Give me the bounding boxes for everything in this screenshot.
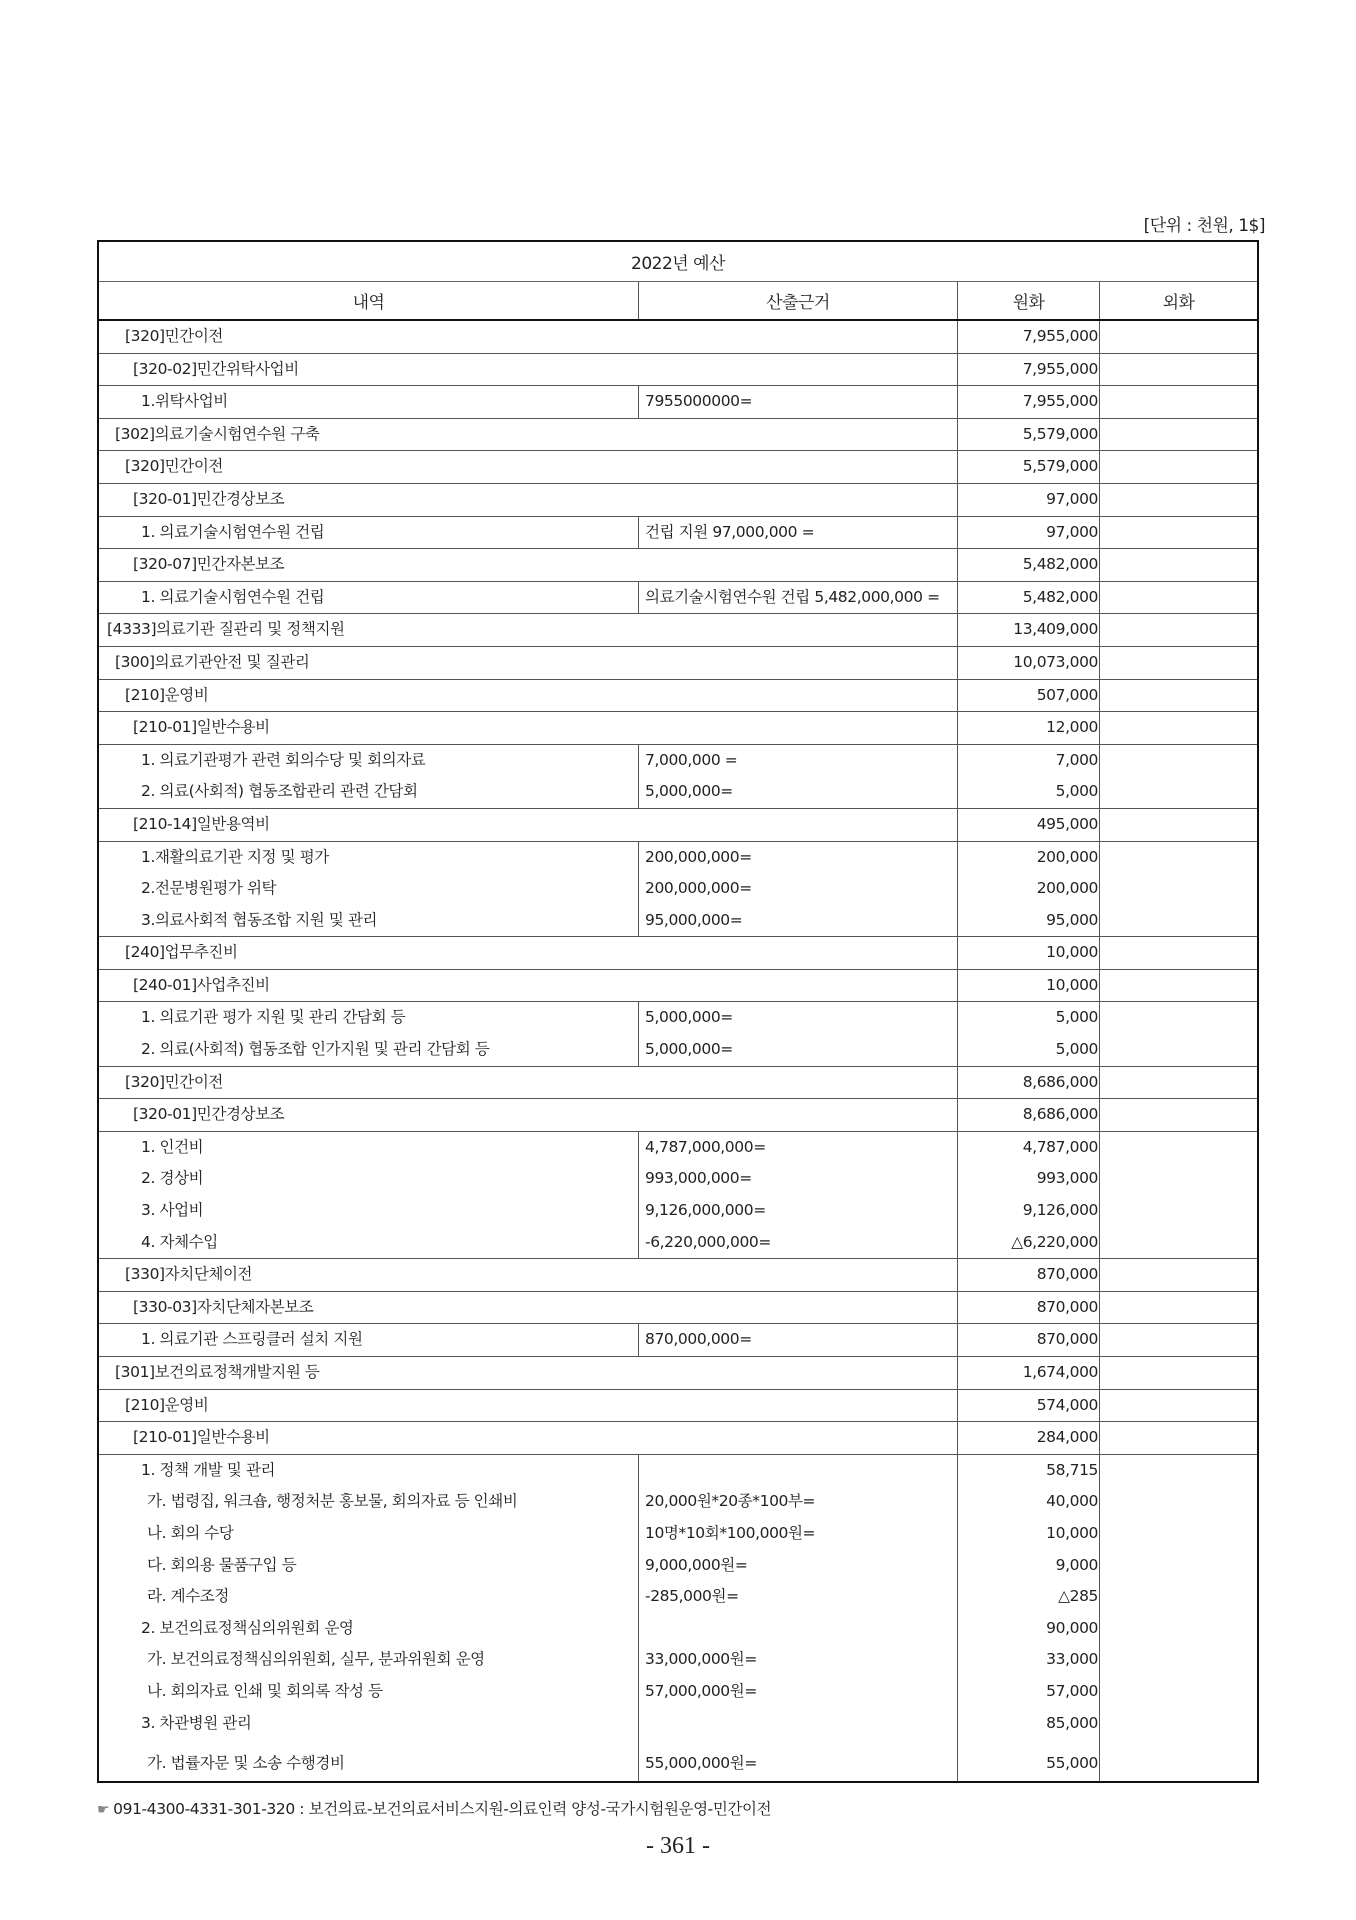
foreign-amount [1100,484,1257,516]
krw-column [957,1002,1099,1065]
calculation-column [638,1002,957,1065]
item-label: 나. 회의 수당 [147,1523,234,1542]
foreign-column [1099,937,1257,969]
krw-amount: 57,000 [1046,1681,1098,1700]
krw-amount: 8,686,000 [1022,1105,1098,1124]
table-row-group [99,549,1257,582]
calculation-basis: -285,000원= [645,1587,739,1606]
calculation-basis: 5,000,000= [645,782,733,801]
krw-amount: 10,000 [1046,1523,1098,1542]
item-label: 1. 인건비 [141,1137,204,1156]
calculation-basis: 55,000,000원= [645,1754,757,1773]
foreign-amount [1100,614,1257,646]
krw-amount: 9,000 [1055,1555,1098,1574]
foreign-amount [1100,549,1257,581]
krw-amount: 870,000 [1036,1330,1098,1349]
calculation-basis: 57,000,000원= [645,1681,757,1700]
krw-amount: 200,000 [1036,879,1098,898]
foreign-amount [1100,1581,1257,1613]
foreign-amount [1100,1550,1257,1582]
foreign-amount [1100,1357,1257,1389]
item-label: 나. 회의자료 인쇄 및 회의록 작성 등 [147,1681,383,1700]
item-column [99,1390,957,1422]
foreign-column [1099,1390,1257,1422]
item-label: 4. 자체수입 [141,1232,218,1251]
item-column [99,517,638,549]
foreign-column [1099,1357,1257,1389]
item-column [99,1422,957,1454]
item-label: [210]운영비 [125,685,209,704]
item-label: 1. 정책 개발 및 관리 [141,1460,276,1479]
foreign-amount [1100,1067,1257,1099]
foreign-amount [1100,1518,1257,1550]
calculation-column [638,1132,957,1258]
calculation-basis: 95,000,000= [645,910,743,929]
krw-column [957,484,1099,516]
krw-column [957,549,1099,581]
krw-column [957,712,1099,744]
foreign-column [1099,970,1257,1002]
foreign-amount [1100,517,1257,549]
item-column [99,1099,957,1131]
krw-amount: 284,000 [1036,1428,1098,1447]
foreign-amount [1100,745,1257,777]
footnote [97,1797,771,1819]
calculation-basis: 9,000,000원= [645,1555,748,1574]
foreign-amount [1100,970,1257,1002]
item-label: 1.재활의료기관 지정 및 평가 [141,847,329,866]
foreign-amount [1100,905,1257,937]
foreign-column [1099,1259,1257,1291]
foreign-column [1099,484,1257,516]
krw-amount: 5,000 [1055,1040,1098,1059]
item-label: 다. 회의용 물품구입 등 [147,1555,297,1574]
foreign-column [1099,712,1257,744]
item-column [99,321,957,353]
krw-amount: 10,073,000 [1013,652,1098,671]
krw-amount: 7,955,000 [1022,392,1098,411]
krw-column [957,809,1099,841]
item-label: [210-01]일반수용비 [133,718,270,737]
krw-column [957,582,1099,614]
calculation-basis [639,1455,957,1487]
krw-amount: 12,000 [1046,718,1098,737]
krw-column [957,1455,1099,1781]
krw-column [957,1067,1099,1099]
item-label: [302]의료기술시험연수원 구축 [115,424,320,443]
krw-column [957,386,1099,418]
krw-amount: 8,686,000 [1022,1072,1098,1091]
foreign-amount [1100,809,1257,841]
table-row-group [99,582,1257,615]
table-row-group [99,1390,1257,1423]
krw-amount: 9,126,000 [1022,1201,1098,1220]
krw-amount: 4,787,000 [1022,1137,1098,1156]
krw-column [957,842,1099,937]
krw-column [957,745,1099,808]
foreign-amount [1100,776,1257,808]
krw-amount: 574,000 [1036,1395,1098,1414]
item-column [99,386,638,418]
header-krw: 원화 [957,282,1099,319]
krw-amount: 97,000 [1046,489,1098,508]
foreign-amount [1100,1195,1257,1227]
krw-column [957,1324,1099,1356]
krw-column [957,970,1099,1002]
foreign-amount [1100,1099,1257,1131]
krw-amount: 507,000 [1036,685,1098,704]
item-label: [320-07]민간자본보조 [133,555,285,574]
calculation-basis: -6,220,000,000= [645,1232,771,1251]
foreign-amount [1100,582,1257,614]
krw-amount: 33,000 [1046,1650,1098,1669]
foreign-column [1099,451,1257,483]
foreign-amount [1100,1422,1257,1454]
krw-column [957,1099,1099,1131]
table-row-group [99,809,1257,842]
krw-column [957,451,1099,483]
krw-amount: 870,000 [1036,1297,1098,1316]
krw-amount: 55,000 [1046,1754,1098,1773]
table-row-group [99,614,1257,647]
calculation-basis [639,1708,957,1740]
table-row-group [99,419,1257,452]
krw-column [957,1259,1099,1291]
item-column [99,809,957,841]
calculation-column [638,1455,957,1781]
foreign-column [1099,614,1257,646]
foreign-amount [1100,354,1257,386]
krw-column [957,354,1099,386]
item-label: [320-02]민간위탁사업비 [133,359,299,378]
calculation-basis: 200,000,000= [645,847,752,866]
foreign-amount [1100,321,1257,353]
foreign-column [1099,582,1257,614]
foreign-column [1099,354,1257,386]
item-column [99,354,957,386]
item-label: [320]민간이전 [125,327,223,345]
item-label: 2. 경상비 [141,1169,204,1188]
calculation-column [638,842,957,937]
item-column [99,1357,957,1389]
pointing-hand-icon: ☛ [97,1802,110,1818]
krw-amount: 870,000 [1036,1265,1098,1284]
foreign-column [1099,1002,1257,1065]
krw-amount: 5,000 [1055,1008,1098,1027]
foreign-column [1099,419,1257,451]
krw-amount: 5,482,000 [1022,587,1098,606]
calculation-basis: 의료기술시험연수원 건립 5,482,000,000 = [645,587,940,606]
item-label: 1. 의료기관 스프링클러 설치 지원 [141,1330,363,1349]
item-label: 2. 의료(사회적) 협동조합관리 관련 간담회 [141,782,418,801]
item-label: 1. 의료기술시험연수원 건립 [141,522,325,541]
foreign-column [1099,680,1257,712]
item-label: 가. 법률자문 및 소송 수행경비 [147,1754,345,1773]
krw-amount: 5,000 [1055,782,1098,801]
item-label: 2. 의료(사회적) 협동조합 인가지원 및 관리 간담회 등 [141,1040,490,1059]
item-column [99,712,957,744]
table-row-group [99,970,1257,1003]
foreign-amount [1100,1292,1257,1324]
item-label: [320-01]민간경상보조 [133,489,285,508]
foreign-column [1099,809,1257,841]
krw-amount: 5,482,000 [1022,555,1098,574]
foreign-column [1099,517,1257,549]
calculation-basis: 5,000,000= [645,1040,733,1059]
table-row-group [99,1259,1257,1292]
krw-column [957,321,1099,353]
krw-amount: 7,955,000 [1022,327,1098,345]
calculation-column [638,1324,957,1356]
calculation-basis: 7,000,000 = [645,750,738,769]
calculation-column [638,582,957,614]
item-column [99,1259,957,1291]
table-row-group [99,1099,1257,1132]
calculation-basis: 9,126,000,000= [645,1201,766,1220]
table-row-group [99,1292,1257,1325]
foreign-amount [1100,1390,1257,1422]
header-item: 내역 [352,293,385,313]
krw-amount: △6,220,000 [1011,1232,1098,1251]
item-column [99,745,638,808]
foreign-column [1099,1132,1257,1258]
foreign-amount [1100,1324,1257,1356]
page-number: - 361 - [646,1833,710,1859]
item-label: [320]민간이전 [125,457,223,476]
item-column [99,484,957,516]
table-header-row [99,282,1257,321]
table-row-group [99,321,1257,354]
table-row-group [99,1357,1257,1390]
table-row-group [99,1422,1257,1455]
calculation-basis: 993,000,000= [645,1169,752,1188]
table-body [99,321,1257,1781]
item-column [99,1324,638,1356]
item-label: 1. 의료기술시험연수원 건립 [141,587,325,606]
foreign-column [1099,1292,1257,1324]
krw-amount: 1,674,000 [1022,1363,1098,1381]
item-label: [240-01]사업추진비 [133,975,270,994]
table-row-group [99,937,1257,970]
foreign-amount [1100,680,1257,712]
item-label: 3. 사업비 [141,1201,204,1220]
item-column [99,549,957,581]
item-label: 라. 계수조정 [147,1587,229,1606]
footnote-text: 091-4300-4331-301-320 : 보건의료-보건의료서비스지원-의료인력 양성-국가시험원운영-민간이전 [113,1800,772,1818]
krw-amount: 993,000 [1036,1169,1098,1188]
calculation-column [638,745,957,808]
krw-column [957,680,1099,712]
table-row-group [99,1455,1257,1781]
foreign-amount [1100,712,1257,744]
item-label: 가. 법령집, 워크숍, 행정처분 홍보물, 회의자료 등 인쇄비 [147,1492,518,1511]
foreign-amount [1100,1163,1257,1195]
calculation-basis [639,1613,957,1645]
foreign-amount [1100,1034,1257,1066]
table-row-group [99,451,1257,484]
table-row-group [99,647,1257,680]
krw-amount: 5,579,000 [1022,457,1098,476]
item-column [99,1292,957,1324]
foreign-column [1099,549,1257,581]
item-label: 3. 차관병원 관리 [141,1713,252,1732]
item-column [99,1067,957,1099]
item-label: [330]자치단체이전 [125,1265,253,1284]
foreign-amount [1100,451,1257,483]
item-label: 1. 의료기관 평가 지원 및 관리 간담회 등 [141,1008,406,1027]
foreign-amount [1100,1644,1257,1676]
table-row-group [99,354,1257,387]
foreign-column [1099,1422,1257,1454]
header-foreign: 외화 [1099,282,1257,319]
item-label: [210]운영비 [125,1395,209,1414]
item-column [99,937,957,969]
item-column [99,614,957,646]
item-column [99,1455,638,1781]
krw-amount: 7,955,000 [1022,359,1098,378]
table-title: 2022년 예산 [99,242,1257,282]
item-column [99,647,957,679]
item-label: 가. 보건의료정책심의위원회, 실무, 분과위원회 운영 [147,1650,485,1669]
krw-column [957,419,1099,451]
foreign-column [1099,1455,1257,1781]
table-row-group [99,1067,1257,1100]
krw-amount: 200,000 [1036,847,1098,866]
foreign-amount [1100,1708,1257,1740]
krw-amount: 85,000 [1046,1713,1098,1732]
item-label: [330-03]자치단체자본보조 [133,1297,314,1316]
foreign-column [1099,386,1257,418]
krw-column [957,1390,1099,1422]
table-row-group [99,1002,1257,1066]
unit-label: [단위 : 천원, 1$] [1143,216,1265,236]
header-calculation: 산출근거 [638,282,957,319]
table-row-group [99,1324,1257,1357]
krw-column [957,517,1099,549]
krw-amount: 97,000 [1046,522,1098,541]
krw-amount: 58,715 [1046,1460,1098,1479]
calculation-basis: 200,000,000= [645,879,752,898]
calculation-basis: 5,000,000= [645,1008,733,1027]
foreign-column [1099,647,1257,679]
foreign-column [1099,1099,1257,1131]
item-label: 1. 의료기관평가 관련 회의수당 및 회의자료 [141,750,426,769]
calculation-basis: 870,000,000= [645,1330,752,1349]
item-label: [210-01]일반수용비 [133,1428,270,1447]
table-row-group [99,1132,1257,1259]
krw-amount: 10,000 [1046,943,1098,962]
krw-amount: 10,000 [1046,975,1098,994]
krw-column [957,937,1099,969]
budget-table [97,240,1259,1783]
item-label: [240]업무추진비 [125,943,238,962]
foreign-amount [1100,873,1257,905]
krw-amount: 40,000 [1046,1492,1098,1511]
item-column [99,1132,638,1258]
foreign-amount [1100,1002,1257,1034]
item-column [99,842,638,937]
krw-column [957,1422,1099,1454]
item-column [99,451,957,483]
item-label: [301]보건의료정책개발지원 등 [115,1363,320,1381]
krw-column [957,1292,1099,1324]
krw-column [957,647,1099,679]
item-column [99,970,957,1002]
item-label: [300]의료기관안전 및 질관리 [115,652,310,671]
krw-amount: 495,000 [1036,814,1098,833]
item-column [99,419,957,451]
item-label: 2.전문병원평가 위탁 [141,879,277,898]
item-column [99,680,957,712]
item-label: 1.위탁사업비 [141,392,228,411]
foreign-amount [1100,1676,1257,1708]
table-row-group [99,484,1257,517]
foreign-column [1099,745,1257,808]
foreign-amount [1100,1455,1257,1487]
item-label: 2. 보건의료정책심의위원회 운영 [141,1618,354,1637]
foreign-column [1099,321,1257,353]
foreign-amount [1100,1132,1257,1164]
calculation-basis: 10명*10회*100,000원= [645,1523,816,1542]
item-label: 3.의료사회적 협동조합 지원 및 관리 [141,910,378,929]
foreign-amount [1100,647,1257,679]
item-label: [4333]의료기관 질관리 및 정책지원 [107,620,345,639]
calculation-basis: 33,000,000원= [645,1650,757,1669]
table-row-group [99,842,1257,938]
foreign-amount [1100,1613,1257,1645]
calculation-basis: 건립 지원 97,000,000 = [645,522,815,541]
foreign-amount [1100,1739,1257,1781]
foreign-amount [1100,937,1257,969]
krw-amount: 13,409,000 [1013,620,1098,639]
calculation-basis: 4,787,000,000= [645,1137,766,1156]
krw-amount: 90,000 [1046,1618,1098,1637]
foreign-column [1099,1067,1257,1099]
krw-column [957,614,1099,646]
foreign-amount [1100,1486,1257,1518]
calculation-column [638,386,957,418]
foreign-amount [1100,842,1257,874]
table-row-group [99,517,1257,550]
krw-amount: △285 [1058,1587,1098,1606]
foreign-amount [1100,1259,1257,1291]
table-row-group [99,745,1257,809]
krw-column [957,1357,1099,1389]
foreign-amount [1100,419,1257,451]
krw-amount: 95,000 [1046,910,1098,929]
table-row-group [99,712,1257,745]
calculation-basis: 20,000원*20종*100부= [645,1492,816,1511]
calculation-basis: 7955000000= [645,392,753,411]
item-label: [320-01]민간경상보조 [133,1105,285,1124]
krw-amount: 7,000 [1055,750,1098,769]
foreign-column [1099,842,1257,937]
item-label: [320]민간이전 [125,1072,223,1091]
calculation-column [638,517,957,549]
krw-amount: 5,579,000 [1022,424,1098,443]
table-row-group [99,680,1257,713]
item-column [99,1002,638,1065]
foreign-column [1099,1324,1257,1356]
table-row-group [99,386,1257,419]
foreign-amount [1100,1227,1257,1259]
foreign-amount [1100,386,1257,418]
krw-column [957,1132,1099,1258]
item-label: [210-14]일반용역비 [133,814,270,833]
item-column [99,582,638,614]
